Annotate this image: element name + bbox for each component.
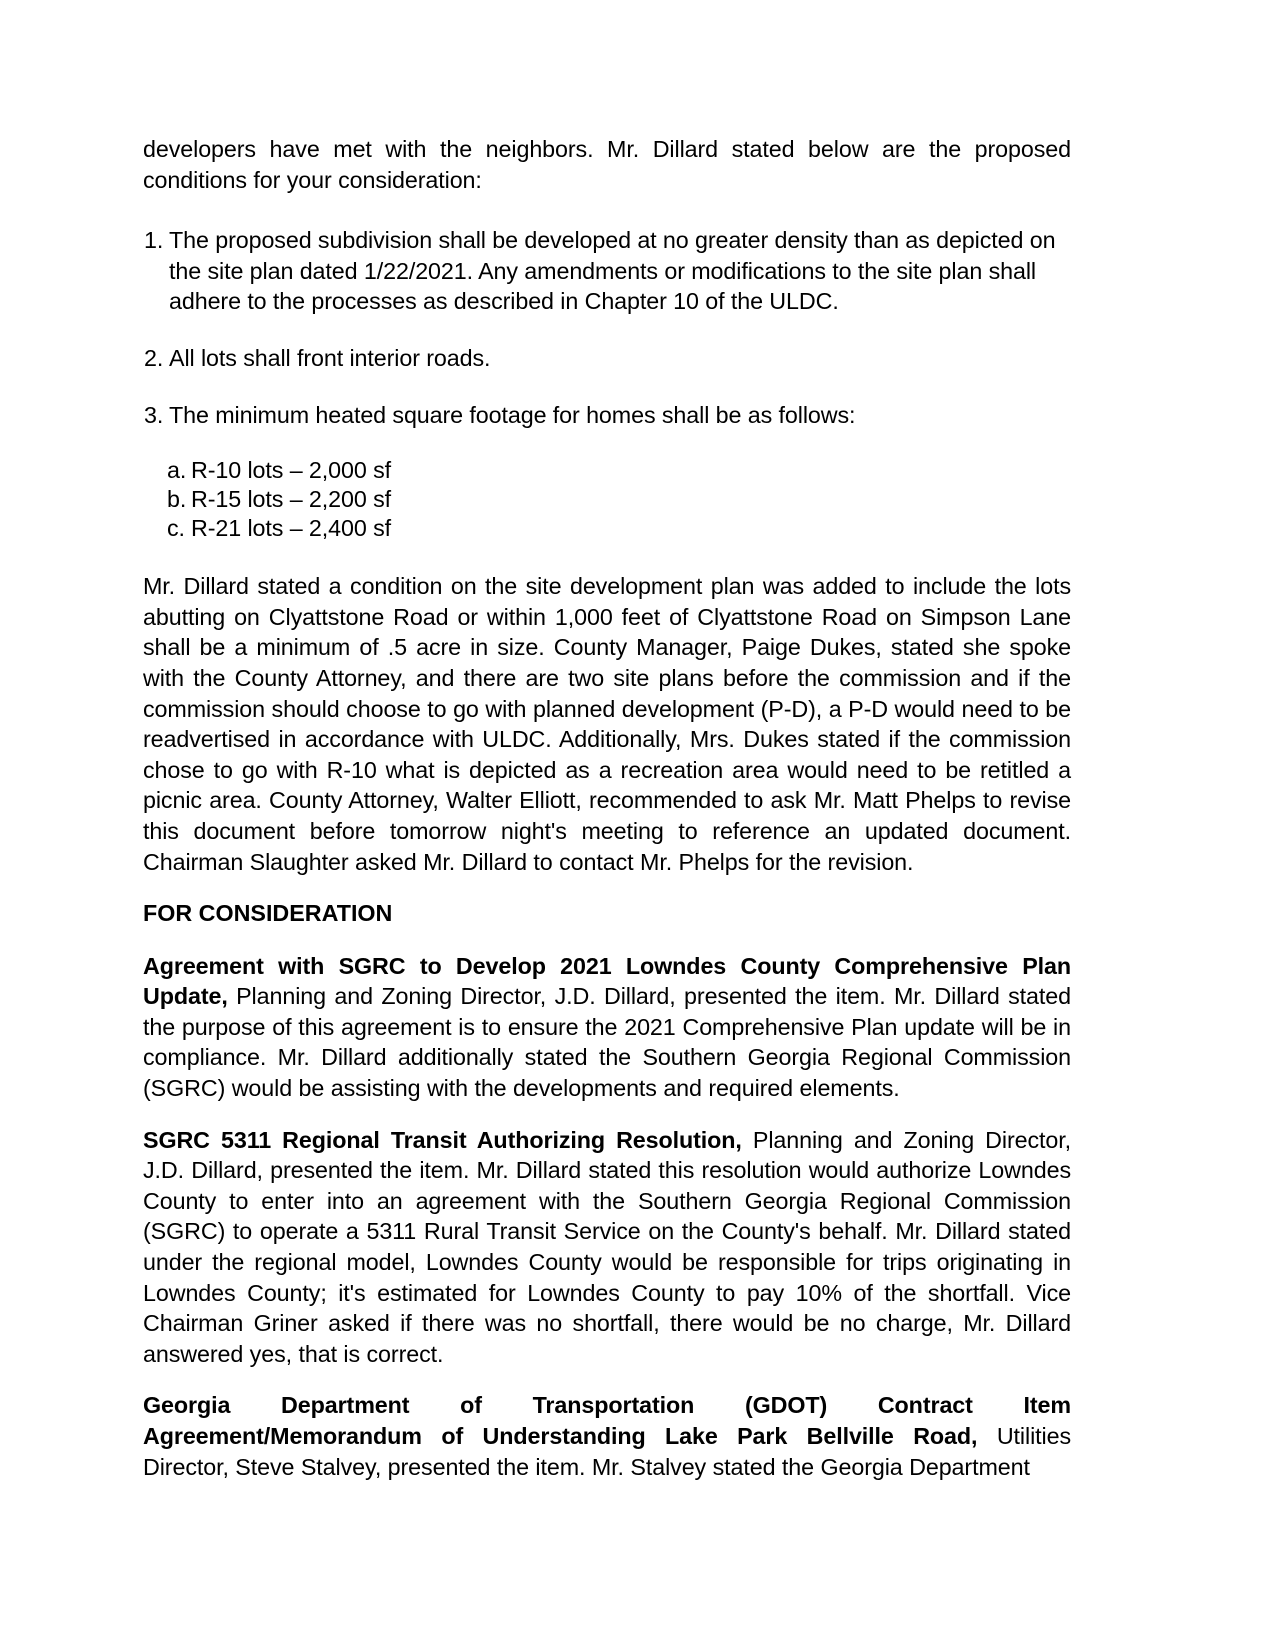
dillard-condition-paragraph: Mr. Dillard stated a condition on the site development plan was added to include the lots abutting on Clyattstone Road or within 1,000 feet of Clyattstone Road on Simpson Lane shall be a minimum of .5 acre in size. County Manager, Paige Dukes, stated she spoke with the County Attorney, and there are two site plans before the commission and if the commission should choose to go with planned development (P-D), a P-D would need to be readvertised in accordance with ULDC. Additionally, Mrs. Dukes stated if the commission chose to go with R-10 what is depicted as a recreation area would need to be retitled a picnic area. County Attorney, Walter Elliott, recommended to ask Mr. Matt Phelps to revise this document before tomorrow night's meeting to reference an updated document. Chairman Slaughter asked Mr. Dillard to contact Mr. Phelps for the revision.: [143, 573, 1071, 875]
agenda-item-sgrc-comprehensive-plan: [143, 951, 1071, 1104]
agenda-item-body: Planning and Zoning Director, J.D. Dillard, presented the item. Mr. Dillard stated the purpose of this agreement is to ensure the 2021 Comprehensive Plan update will be in compliance. Mr. Dillard additionally stated the Southern Georgia Regional Commission (SGRC) would be assisting with the developments and required elements.: [143, 983, 1071, 1102]
sub-conditions-list: [143, 456, 1071, 543]
list-item-text: The minimum heated square footage for homes shall be as follows:: [169, 401, 856, 428]
sub-list-item-text: R-21 lots – 2,400 sf: [191, 515, 392, 542]
agenda-item-body: Utilities Director, Steve Stalvey, presented the item. Mr. Stalvey stated the Georgia Department: [143, 1423, 1072, 1480]
numbered-condition-2: [143, 343, 1071, 374]
sub-condition-c: [167, 514, 1071, 543]
agenda-item-title: Georgia Department of Transportation (GDOT) Contract Item Agreement/Memorandum of Understanding Lake Park Bellville Road,: [143, 1392, 1071, 1449]
list-item-text: The proposed subdivision shall be developed at no greater density than as depicted on the site plan dated 1/22/2021. Any amendments or modifications to the site plan shall adhere to the processes as described in Chapter 10 of the ULDC.: [169, 227, 1056, 315]
numbered-condition-1: [143, 225, 1071, 317]
page-content: [143, 134, 1071, 1503]
sub-list-item-text: R-10 lots – 2,000 sf: [191, 457, 392, 484]
sub-list-marker: b.: [167, 486, 187, 513]
list-marker: 3.: [144, 401, 164, 428]
agenda-item-sgrc-5311-transit: [143, 1125, 1071, 1370]
sub-list-item-text: R-15 lots – 2,200 sf: [191, 486, 392, 513]
intro-paragraph: developers have met with the neighbors. Mr. Dillard stated below are the proposed conditions for your consideration:: [143, 136, 1071, 193]
numbered-condition-3: [143, 400, 1071, 431]
agenda-item-title: SGRC 5311 Regional Transit Authorizing Resolution,: [143, 1126, 742, 1153]
list-marker: 2.: [144, 344, 164, 371]
agenda-item-body: Planning and Zoning Director, J.D. Dillard, presented the item. Mr. Dillard stated this resolution would authorize Lowndes County to enter into an agreement with the Southern Georgia Regional Commission (SGRC) to operate a 5311 Rural Transit Service on the County's behalf. Mr. Dillard stated under the regional model, Lowndes County would be responsible for trips originating in Lowndes County; it's estimated for Lowndes County to pay 10% of the shortfall. Vice Chairman Griner asked if there was no shortfall, there would be no charge, Mr. Dillard answered yes, that is correct.: [143, 1126, 1071, 1367]
list-marker: 1.: [144, 227, 164, 254]
spacer: [143, 216, 1071, 225]
sub-condition-a: [167, 456, 1071, 485]
for-consideration-heading: FOR CONSIDERATION: [143, 900, 393, 927]
sub-condition-b: [167, 485, 1071, 514]
sub-list-marker: c.: [167, 515, 185, 542]
list-item-text: All lots shall front interior roads.: [169, 344, 491, 371]
agenda-item-title: Agreement with SGRC to Develop 2021 Lowndes County Comprehensive Plan Update,: [143, 952, 1071, 1010]
sub-list-marker: a.: [167, 457, 187, 484]
agenda-item-gdot-lake-park-bellville: [143, 1390, 1071, 1482]
